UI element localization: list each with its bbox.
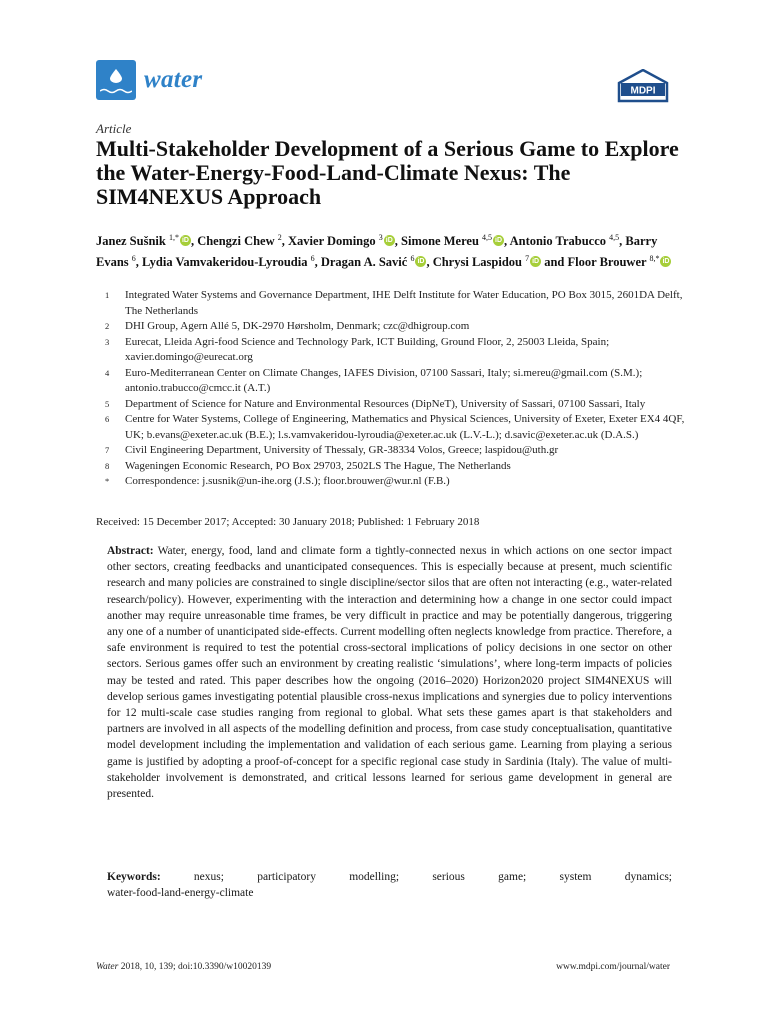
affiliation-number: 5 bbox=[105, 398, 110, 409]
author-affiliation-sup: 8,* bbox=[649, 254, 660, 264]
author-affiliation-sup: 6 bbox=[131, 254, 136, 264]
author-affiliation-sup: 3 bbox=[378, 233, 383, 242]
affiliation bbox=[96, 288, 686, 319]
affiliation bbox=[96, 443, 686, 459]
orcid-icon[interactable]: iD bbox=[532, 258, 540, 266]
affiliation bbox=[96, 459, 686, 475]
affiliation bbox=[96, 474, 686, 490]
author-separator: , bbox=[504, 234, 510, 249]
author-separator: , bbox=[314, 255, 321, 270]
affiliation-text: Eurecat, Lleida Agri-food Science and Technology Park, ICT Building, Ground Floor, 2, 25003 Lleida, Spain; xavier.domingo@eurecat.org bbox=[125, 335, 610, 363]
citation-footer bbox=[96, 962, 271, 972]
author-list bbox=[96, 229, 686, 271]
affiliation-list bbox=[96, 288, 686, 490]
author bbox=[568, 255, 672, 269]
keyword: dynamics; bbox=[624, 871, 672, 883]
author-separator: , bbox=[619, 234, 626, 249]
author-name: Xavier Domingo bbox=[288, 234, 379, 249]
mdpi-logo bbox=[617, 69, 669, 103]
keywords bbox=[107, 869, 672, 901]
affiliation-number: 1 bbox=[105, 290, 110, 300]
keywords-last: water-food-land-energy-climate bbox=[107, 887, 254, 900]
author bbox=[96, 234, 197, 248]
affiliation bbox=[96, 319, 686, 335]
affiliation bbox=[96, 412, 686, 443]
affiliation-text: Wageningen Economic Research, PO Box 29703, 2502LS The Hague, The Netherlands bbox=[125, 459, 511, 472]
author-affiliation-sup: 7 bbox=[525, 254, 530, 264]
author-name: Floor Brouwer bbox=[567, 255, 650, 270]
footer-journal: Water bbox=[96, 962, 119, 972]
author-separator: , bbox=[394, 234, 402, 249]
affiliation-number: 4 bbox=[105, 367, 110, 378]
author-separator: , bbox=[190, 234, 198, 249]
author-name: Chengzi Chew bbox=[197, 234, 278, 249]
affiliation-number: 7 bbox=[105, 445, 110, 455]
orcid-icon[interactable]: iD bbox=[417, 258, 425, 266]
keyword: nexus; bbox=[193, 871, 224, 883]
author-name: Antonio Trabucco bbox=[509, 234, 610, 249]
author-name: Dragan A. Savić bbox=[320, 255, 411, 270]
affiliation-text: DHI Group, Agern Allé 5, DK-2970 Hørsholm, Denmark; czc@dhigroup.com bbox=[125, 320, 470, 332]
keyword: game; bbox=[498, 871, 527, 883]
author bbox=[401, 234, 510, 248]
author bbox=[197, 234, 288, 248]
author-separator: , bbox=[135, 255, 143, 270]
journal-logo bbox=[96, 60, 202, 100]
affiliation-number: 8 bbox=[105, 460, 110, 471]
affiliation bbox=[96, 366, 686, 397]
author-affiliation-sup: 4,5 bbox=[609, 233, 620, 242]
affiliation bbox=[96, 335, 686, 366]
affiliation-number: 2 bbox=[105, 321, 110, 331]
affiliation-text: Euro-Mediterranean Center on Climate Changes, IAFES Division, 07100 Sassari, Italy; si.mereu@gmail.com (S.M.); antonio.trabucco@cmcc.it (A.T.) bbox=[125, 366, 643, 394]
author bbox=[510, 234, 626, 248]
author bbox=[288, 234, 401, 248]
footer-citation: 2018, 10, 139; doi:10.3390/w10020139 bbox=[118, 962, 272, 972]
author bbox=[321, 255, 433, 269]
paper-title: Multi-Stakeholder Development of a Serious Game to Explore the Water-Energy-Food-Land-Climate Nexus: The SIM4NEXUS Approach bbox=[96, 136, 679, 209]
author-affiliation-sup: 6 bbox=[410, 254, 415, 264]
affiliation-number: 6 bbox=[105, 414, 110, 424]
keyword: serious bbox=[432, 871, 465, 883]
journal-url: www.mdpi.com/journal/water bbox=[556, 962, 670, 972]
affiliation-text: Civil Engineering Department, University of Thessaly, GR-38334 Volos, Greece; laspidou@uth.gr bbox=[125, 444, 559, 456]
journal-name: water bbox=[144, 66, 203, 93]
author-affiliation-sup: 2 bbox=[277, 233, 282, 242]
author-separator: , bbox=[281, 234, 289, 249]
affiliation-number: * bbox=[105, 476, 110, 486]
affiliation-text: Integrated Water Systems and Governance Department, IHE Delft Institute for Water Education, PO Box 3015, 2601DA Delft, The Netherlands bbox=[125, 289, 683, 317]
affiliation-text: Centre for Water Systems, College of Engineering, Mathematics and Physical Sciences, University of Exeter, Exeter EX4 4QF, UK; b.evans@exeter.ac.uk (B.E.); l.s.vamvakeridou-lyroudia@exeter.ac.uk (L.V.-L.); d.savic@exeter.ac.uk (D.A.S.) bbox=[125, 413, 685, 441]
publication-dates: Received: 15 December 2017; Accepted: 30 January 2018; Published: 1 February 2018 bbox=[96, 516, 480, 528]
author-affiliation-sup: 4,5 bbox=[482, 233, 493, 242]
orcid-icon[interactable]: iD bbox=[495, 237, 503, 245]
author-name: Lydia Vamvakeridou-Lyroudia bbox=[142, 255, 311, 270]
affiliation-text: Correspondence: j.susnik@un-ihe.org (J.S.); floor.brouwer@wur.nl (F.B.) bbox=[125, 475, 450, 487]
author-affiliation-sup: 6 bbox=[310, 254, 315, 264]
author-name: Chrysi Laspidou bbox=[432, 255, 526, 270]
abstract bbox=[107, 543, 672, 802]
article-type: Article bbox=[96, 121, 132, 136]
orcid-icon[interactable]: iD bbox=[181, 237, 189, 245]
keyword: participatory bbox=[257, 871, 316, 883]
author bbox=[433, 255, 568, 269]
author-separator: , bbox=[426, 255, 433, 270]
author-affiliation-sup: 1,* bbox=[168, 233, 179, 242]
author bbox=[142, 255, 321, 269]
water-drop-icon bbox=[96, 60, 136, 100]
abstract-text: Water, energy, food, land and climate form a tightly-connected nexus in which actions on one sector impact other sectors, creating feedbacks and unanticipated consequences. This is especially because at present, much scientific research and many policies are constrained to single discipline/sector silos that are often not interacting (e.g., water-related research/policy). However, experimenting with the interaction and determining how a change in one sector could impact another may require unreasonable time frames, be very difficult in practice and may be potentially dangerous, triggering any one of a number of unanticipated side-effects. Current modelling often neglects knowledge from practice. Therefore, a safe environment is required to test the potential cross-sectoral implications of policy decisions in one sector on other sectors. Serious games offer such an environment by creating realistic ‘simulations’, where long-term impacts of policies may be tested and rated. This paper describes how the ongoing (2016–2020) Horizon2020 project SIM4NEXUS will develop serious games investigating potential plausible cross-nexus implications and synergies due to policy interventions for 12 multi-scale case studies ranging from regional to global. What sets these games apart is that stakeholders and partners are involved in all aspects of the modelling definition and process, from case study conceptualisation, quantitative model development including the implementation and validation of each serious game. Learning from playing a serious game is justified by adopting a proof-of-concept for a specific regional case study in Sardinia (Italy). The value of multi-stakeholder involvement is demonstrated, and critical lessons learned for serious game development in general are presented. bbox=[107, 545, 672, 801]
svg-text:MDPI: MDPI bbox=[630, 85, 656, 97]
orcid-icon[interactable]: iD bbox=[662, 258, 670, 266]
affiliation bbox=[96, 397, 686, 413]
orcid-icon[interactable]: iD bbox=[385, 237, 393, 245]
affiliation-text: Department of Science for Nature and Environmental Resources (DipNeT), University of Sassari, 07100 Sassari, Italy bbox=[125, 397, 646, 410]
author-name: Simone Mereu bbox=[401, 234, 483, 249]
keyword: modelling; bbox=[349, 871, 400, 883]
author-name: Barry Evans bbox=[96, 234, 658, 270]
abstract-label: Abstract: bbox=[107, 545, 154, 557]
affiliation-number: 3 bbox=[105, 336, 110, 347]
keywords-row bbox=[107, 869, 672, 885]
author-name: Janez Sušnik bbox=[96, 234, 169, 249]
keyword: system bbox=[559, 871, 592, 883]
keywords-label: Keywords: bbox=[107, 871, 161, 883]
author-separator: and bbox=[541, 255, 568, 270]
